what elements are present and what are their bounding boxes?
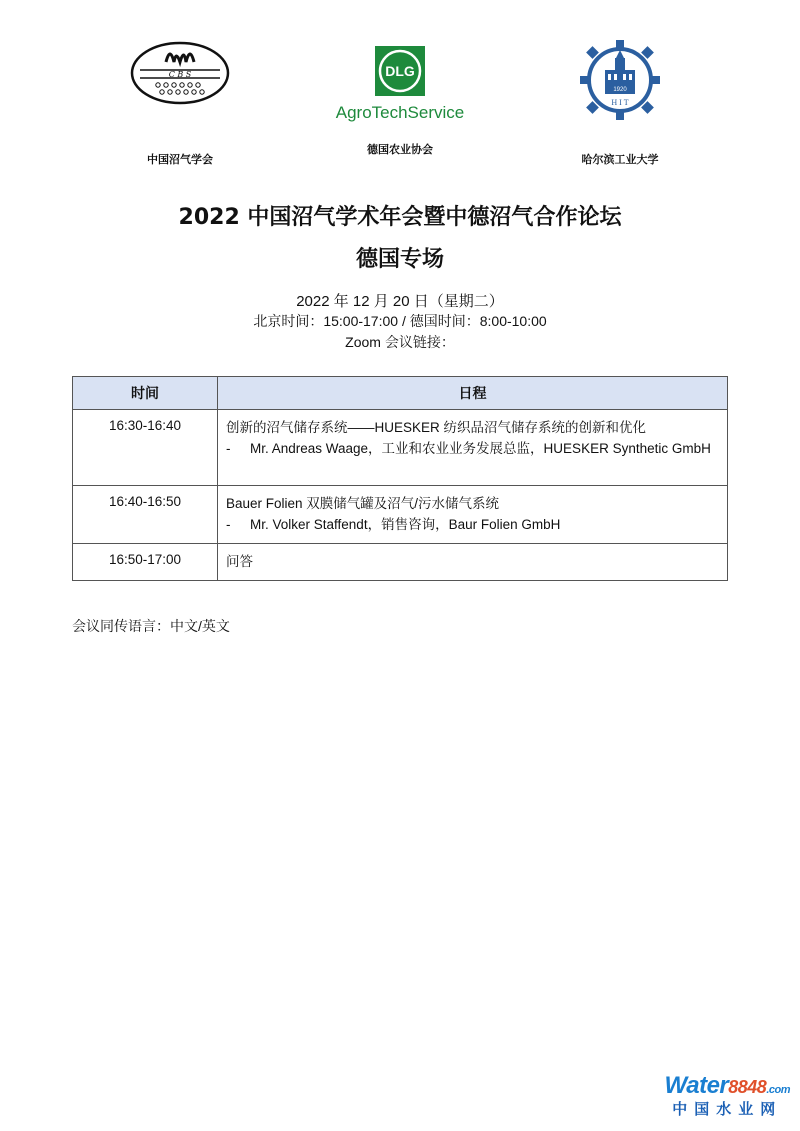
hit-letters: H I T bbox=[611, 98, 629, 107]
interpretation-language: 会议同传语言：中文/英文 bbox=[72, 618, 230, 634]
dlg-logo bbox=[320, 40, 480, 157]
speaker-text: Mr. Andreas Waage，工业和农业业务发展总监，HUESKER Synthetic GmbH bbox=[250, 441, 711, 456]
row-program bbox=[218, 486, 728, 544]
cbs-emblem-icon bbox=[130, 40, 230, 106]
watermark-number: 8848 bbox=[728, 1077, 767, 1097]
dlg-emblem-icon bbox=[375, 46, 425, 96]
speaker-text: Mr. Volker Staffendt，销售咨询，Baur Folien GmbH bbox=[250, 517, 561, 532]
table-row bbox=[73, 410, 728, 486]
cbs-label: 中国沼气学会 bbox=[147, 154, 213, 166]
talk-title: 问答 bbox=[226, 554, 253, 569]
talk-title: Bauer Folien 双膜储气罐及沼气/污水储气系统 bbox=[226, 496, 500, 511]
speaker-line bbox=[226, 438, 719, 459]
watermark-logo bbox=[665, 1072, 790, 1119]
row-program bbox=[218, 410, 728, 486]
hit-logo bbox=[560, 40, 680, 167]
header-schedule: 日程 bbox=[218, 377, 728, 410]
table-header-row bbox=[73, 377, 728, 410]
row-time: 16:30-16:40 bbox=[73, 410, 218, 486]
row-time: 16:40-16:50 bbox=[73, 486, 218, 544]
dlg-caption: AgroTechService bbox=[335, 103, 465, 122]
agenda-table bbox=[72, 376, 728, 581]
talk-title: 创新的沼气储存系统——HUESKER 纺织品沼气储存系统的创新和优化 bbox=[226, 420, 647, 435]
watermark-brand: Water bbox=[664, 1072, 729, 1099]
speaker-line bbox=[226, 514, 719, 535]
header-time: 时间 bbox=[73, 377, 218, 410]
row-time: 16:50-17:00 bbox=[73, 544, 218, 581]
dlg-label: 德国农业协会 bbox=[367, 144, 433, 156]
dlg-letters: DLG bbox=[385, 63, 415, 79]
list-dash: - bbox=[226, 517, 231, 532]
watermark-suffix: .com bbox=[766, 1084, 790, 1096]
logo-row bbox=[0, 40, 800, 166]
cbs-letters: C B S bbox=[168, 70, 192, 79]
watermark-subtitle: 中国水业网 bbox=[672, 1101, 783, 1118]
event-date: 2022 年 12 月 20 日（星期二） bbox=[296, 293, 504, 310]
hit-year: 1920 bbox=[613, 87, 627, 93]
hit-emblem-icon bbox=[580, 40, 660, 120]
page-title: 2022 中国沼气学术年会暨中德沼气合作论坛 bbox=[178, 205, 622, 230]
page-subtitle: 德国专场 bbox=[355, 247, 444, 272]
table-row bbox=[73, 486, 728, 544]
event-time: 北京时间：15:00-17:00 / 德国时间：8:00-10:00 bbox=[253, 313, 547, 329]
row-program bbox=[218, 544, 728, 581]
table-row bbox=[73, 544, 728, 581]
list-dash: - bbox=[226, 441, 231, 456]
cbs-logo bbox=[110, 40, 250, 167]
hit-label: 哈尔滨工业大学 bbox=[581, 154, 659, 166]
zoom-link-label: Zoom 会议链接： bbox=[345, 334, 455, 350]
